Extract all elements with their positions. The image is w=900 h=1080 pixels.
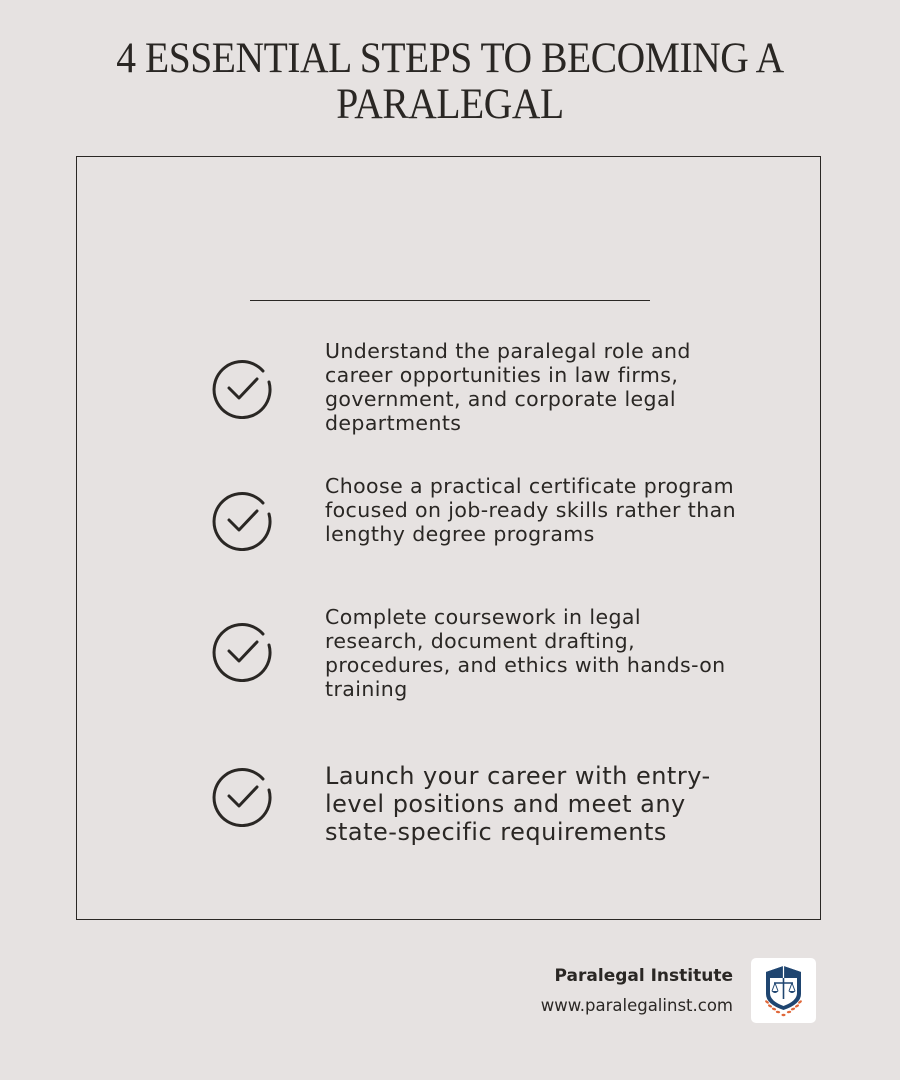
step-text: Choose a practical certificate program focused on job-ready skills rather than lengthy degree programs [325, 474, 736, 546]
step-text: Launch your career with entry-level positions and meet any state-specific requirements [325, 762, 711, 846]
check-circle-icon [212, 357, 274, 419]
title-line-2: PARALEGAL [336, 81, 564, 128]
scales-shield-logo-icon [751, 958, 816, 1023]
brand-logo [751, 958, 816, 1023]
step-text: Understand the paralegal role and career opportunities in law firms, government, and corporate legal departments [325, 339, 691, 435]
website-link[interactable]: www.paralegalinst.com [540, 996, 733, 1015]
check-circle-icon [212, 620, 274, 682]
check-circle-icon [212, 765, 274, 827]
title-line-1: 4 ESSENTIAL STEPS TO BECOMING A [116, 35, 784, 82]
page-title [36, 36, 864, 128]
step-text: Complete coursework in legal research, document drafting, procedures, and ethics with hands-on training [325, 605, 726, 701]
check-circle-icon [212, 489, 274, 551]
brand-block [541, 965, 733, 1017]
divider-line [250, 300, 650, 301]
brand-name: Paralegal Institute [554, 966, 733, 986]
